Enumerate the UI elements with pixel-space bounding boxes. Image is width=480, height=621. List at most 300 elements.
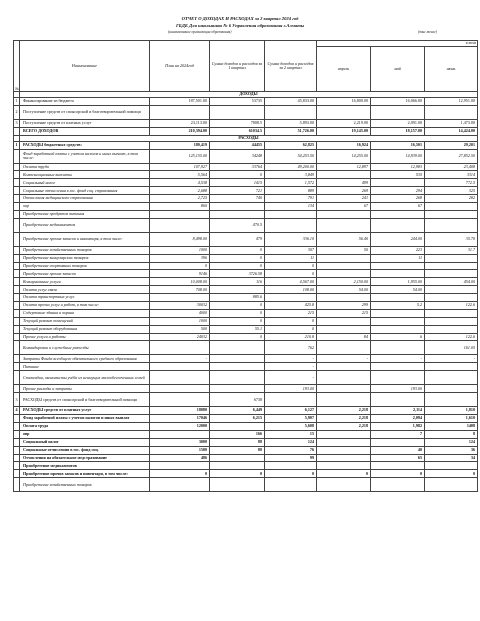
row-plan — [150, 462, 210, 470]
row-q1 — [210, 105, 265, 119]
row-name: Содержание здания и охрана — [20, 309, 150, 317]
row-q1: 1415 — [210, 179, 265, 187]
row-plan: 0 — [150, 262, 210, 270]
row-may: 12,983 — [371, 163, 425, 171]
row-june: 3314 — [425, 171, 478, 179]
row-may: - — [371, 355, 425, 363]
row-may — [371, 105, 425, 119]
row-name: Прочие услуги и работы — [20, 333, 150, 341]
row-june — [425, 371, 478, 385]
table-row — [14, 294, 478, 302]
row-may: 2,094 — [371, 415, 425, 423]
row-name: Приобретение канцелярских товаров — [20, 254, 150, 262]
row-june — [425, 286, 478, 294]
table-row — [14, 171, 478, 179]
col-may-header: май — [371, 47, 425, 92]
row-april: 2,218 — [317, 415, 371, 423]
row-q1 — [210, 203, 265, 211]
table-row — [14, 286, 478, 294]
row-may — [371, 179, 425, 187]
row-may — [371, 218, 425, 232]
table-row — [14, 317, 478, 325]
row-q2: 15 — [265, 430, 317, 438]
row-q2: 134 — [265, 203, 317, 211]
col-q1-header: Сумма доходов и расходов за 1 квартал — [210, 41, 265, 92]
row-april: 2,219.00 — [317, 119, 371, 127]
row-april — [317, 385, 371, 393]
row-may — [371, 294, 425, 302]
row-q1: 740 — [210, 195, 265, 203]
row-q2 — [265, 393, 317, 407]
row-q1 — [210, 462, 265, 470]
row-q2: 62,825 — [265, 141, 317, 149]
row-june: 35.70 — [425, 232, 478, 246]
row-june: 325 — [425, 187, 478, 195]
row-june — [425, 210, 478, 218]
table-row — [14, 218, 478, 232]
row-name: Оплата транспортных услуг — [20, 294, 150, 302]
row-name: Приобретение спортивных товаров — [20, 262, 150, 270]
row-name: Приобретение прочих запасов и инвентаря, в том числе: — [20, 232, 150, 246]
row-june — [425, 309, 478, 317]
row-may — [371, 478, 425, 492]
row-may — [371, 371, 425, 385]
row-may: 54.00 — [371, 286, 425, 294]
row-q2: 76 — [265, 446, 317, 454]
organization-caption: (наименование организации образования) — [168, 30, 232, 34]
row-april: 269 — [317, 187, 371, 195]
row-q2: 0 — [265, 325, 317, 333]
table-row — [14, 163, 478, 171]
row-plan: 107,927 — [150, 163, 210, 171]
row-may: 535 — [371, 171, 425, 179]
table-row — [14, 454, 478, 462]
row-april: 67 — [317, 203, 371, 211]
row-q2: 5,907 — [265, 415, 317, 423]
row-april: 2,218 — [317, 407, 371, 415]
row-plan — [150, 210, 210, 218]
row-may — [371, 210, 425, 218]
row-may: 11 — [371, 254, 425, 262]
table-row — [14, 355, 478, 363]
row-june: - — [425, 355, 478, 363]
row-q1: 3726.58 — [210, 270, 265, 278]
row-june — [425, 325, 478, 333]
row-q1 — [210, 341, 265, 355]
row-april — [317, 363, 371, 371]
row-may — [371, 325, 425, 333]
row-plan: 486 — [150, 454, 210, 462]
row-q2: 762 — [265, 341, 317, 355]
row-plan: 708.00 — [150, 286, 210, 294]
row-may: 244.00 — [371, 232, 425, 246]
table-row — [14, 187, 478, 195]
row-name: Приобретение медикаментов — [20, 462, 150, 470]
row-may: 67 — [371, 203, 425, 211]
row-april — [317, 262, 371, 270]
table-row — [14, 278, 478, 286]
table-row — [14, 393, 478, 407]
row-q1: 0 — [210, 254, 265, 262]
row-april: 2,150.00 — [317, 278, 371, 286]
table-row — [14, 141, 478, 149]
table-row — [14, 363, 478, 371]
row-april — [317, 446, 371, 454]
row-may: 18,157.00 — [371, 127, 425, 135]
row-q2: - — [265, 371, 317, 385]
row-april — [317, 478, 371, 492]
row-may: 16,066.00 — [371, 98, 425, 106]
row-june — [425, 462, 478, 470]
row-plan: 30032 — [150, 302, 210, 310]
table-row — [14, 415, 478, 423]
col-plan-header: План на 2024год — [150, 41, 210, 92]
row-q2: 124 — [265, 438, 317, 446]
row-april — [317, 393, 371, 407]
row-may — [371, 270, 425, 278]
table-row — [14, 385, 478, 393]
row-may: 6 — [371, 333, 425, 341]
row-q1: 116 — [210, 278, 265, 286]
row-q2 — [265, 218, 317, 232]
row-name: Финансирование из бюджета — [20, 98, 150, 106]
row-june: 772.5 — [425, 179, 478, 187]
report-table — [13, 40, 478, 492]
row-num: 3 — [14, 119, 20, 127]
row-q2: 0 — [265, 262, 317, 270]
row-num: 4 — [14, 407, 20, 415]
row-may — [371, 462, 425, 470]
row-num: 2 — [14, 105, 20, 119]
row-plan: 8,498.00 — [150, 232, 210, 246]
row-plan — [150, 105, 210, 119]
table-row — [14, 203, 478, 211]
row-q2 — [265, 478, 317, 492]
row-q1: 0 — [210, 333, 265, 341]
row-may — [371, 438, 425, 446]
row-may: 40 — [371, 446, 425, 454]
table-row — [14, 262, 478, 270]
row-april: 241 — [317, 195, 371, 203]
row-april — [317, 294, 371, 302]
row-may: 2,114 — [371, 407, 425, 415]
row-plan — [150, 430, 210, 438]
row-april — [317, 430, 371, 438]
row-q1: 80 — [210, 446, 265, 454]
row-name: овр — [20, 430, 150, 438]
row-june: 122.6 — [425, 333, 478, 341]
table-row — [14, 195, 478, 203]
row-april — [317, 210, 371, 218]
row-plan — [150, 294, 210, 302]
row-q1: 0 — [210, 262, 265, 270]
col-num-header: № — [14, 41, 20, 92]
row-may: 5.2 — [371, 302, 425, 310]
row-june: 124 — [425, 438, 478, 446]
row-name: Приобретение хозяйственных товаров — [20, 478, 150, 492]
row-may — [371, 393, 425, 407]
row-q2: 791 — [265, 195, 317, 203]
row-q1: 470.5 — [210, 218, 265, 232]
col-name-header: Наименование — [20, 41, 150, 92]
row-q2 — [265, 462, 317, 470]
row-plan: 187,501.00 — [150, 98, 210, 106]
row-q2: 210.8 — [265, 333, 317, 341]
row-q2: 307 — [265, 246, 317, 254]
table-row — [14, 438, 478, 446]
row-plan: 500 — [150, 325, 210, 333]
row-q1: 44455 — [210, 141, 265, 149]
row-april: 50 — [317, 246, 371, 254]
row-plan — [150, 371, 210, 385]
row-plan — [150, 385, 210, 393]
row-april — [317, 317, 371, 325]
row-june: 29,201 — [425, 141, 478, 149]
table-row — [14, 179, 478, 187]
row-name: Отчисления медицинского страхования — [20, 195, 150, 203]
row-name: Социальные отчисления в гос. фонд соц. страхования — [20, 187, 150, 195]
row-april: 499 — [317, 179, 371, 187]
row-q2: 5,608 — [265, 422, 317, 430]
row-q1: 166 — [210, 430, 265, 438]
row-name: Приобретение прочих запасов и инвентаря, в том числе: — [20, 470, 150, 478]
row-q2 — [265, 210, 317, 218]
row-plan: 12000 — [150, 422, 210, 430]
row-may: 14,939.00 — [371, 149, 425, 163]
table-row — [14, 246, 478, 254]
row-name: Затраты Фонда всеобщего обязательного среднего образования — [20, 355, 150, 363]
row-may: 65 — [371, 454, 425, 462]
row-name: ВСЕГО ДОХОДОВ — [20, 127, 150, 135]
row-q1: 55.1 — [210, 325, 265, 333]
row-q1: 0 — [210, 470, 265, 478]
row-april: 56.40 — [317, 232, 371, 246]
row-june: 36 — [425, 446, 478, 454]
row-q2: 0 — [265, 317, 317, 325]
row-q1: 0 — [210, 302, 265, 310]
row-q2: - — [265, 355, 317, 363]
row-name: Фонд заработной платы с учетом налогов и иных выплат, в том числе: — [20, 149, 150, 163]
row-name: Социальный налог — [20, 179, 150, 187]
row-name: Поступление средств от платных услуг — [20, 119, 150, 127]
row-may: 7 — [371, 430, 425, 438]
row-june — [425, 385, 478, 393]
row-june — [425, 294, 478, 302]
row-may: 193.00 — [371, 385, 425, 393]
row-plan: 10,008.00 — [150, 278, 210, 286]
row-june: 23,408 — [425, 163, 478, 171]
row-q1: 88 — [210, 438, 265, 446]
row-june: 1408 — [425, 422, 478, 430]
row-q2: 215 — [265, 309, 317, 317]
table-row — [14, 470, 478, 478]
row-june: 31.7 — [425, 246, 478, 254]
row-name: Приобретение медикаментов — [20, 218, 150, 232]
row-q2: 6,127 — [265, 407, 317, 415]
row-may — [371, 317, 425, 325]
row-name: Оплата труда — [20, 163, 150, 171]
row-num: 1 — [14, 98, 20, 106]
row-plan: 17046 — [150, 415, 210, 423]
row-plan: 4,538 — [150, 179, 210, 187]
row-q1 — [210, 371, 265, 385]
row-april: - — [317, 355, 371, 363]
table-row — [14, 127, 478, 135]
row-name: Приобретение прочих запасов — [20, 270, 150, 278]
row-q1: 6,449 — [210, 407, 265, 415]
row-plan: 860 — [150, 203, 210, 211]
row-name: Фонд заработной платы с учетом налогов и иных выплат — [20, 415, 150, 423]
table-row — [14, 232, 478, 246]
row-name: РАСХОДЫ средств от спонсорской и благотворительной помощи — [20, 393, 150, 407]
row-name: Стипендии, экономисты учёба из неимущих малообеспеченных семей — [20, 371, 150, 385]
row-q1: 0 — [210, 309, 265, 317]
row-q1: 34248 — [210, 149, 265, 163]
row-name: Текущий ремонт оборудования — [20, 325, 150, 333]
row-may: 1,982 — [371, 422, 425, 430]
row-q2: 49,200.00 — [265, 163, 317, 171]
row-june: 12,951.00 — [425, 98, 478, 106]
row-may — [371, 309, 425, 317]
row-june: 161.05 — [425, 341, 478, 355]
row-april: 16,800.00 — [317, 98, 371, 106]
row-april: 12,897 — [317, 163, 371, 171]
row-q2: 425.8 — [265, 302, 317, 310]
col-months-group-header: в том — [317, 41, 478, 47]
row-q1: 885.6 — [210, 294, 265, 302]
row-name: Компенсационные выплаты — [20, 171, 150, 179]
row-q2: - — [265, 363, 317, 371]
row-plan — [150, 218, 210, 232]
row-april — [317, 105, 371, 119]
row-num: 3 — [14, 393, 20, 407]
row-name: Питание — [20, 363, 150, 371]
table-row — [14, 302, 478, 310]
table-row — [14, 325, 478, 333]
row-plan: 125,155.00 — [150, 149, 210, 163]
row-plan: 1000 — [150, 246, 210, 254]
table-row — [14, 430, 478, 438]
row-q2: 54,253.50 — [265, 149, 317, 163]
row-april — [317, 270, 371, 278]
row-april — [317, 325, 371, 333]
row-name: Оплата прочих услуг и работ, в том числе: — [20, 302, 150, 310]
row-june — [425, 105, 478, 119]
row-april: 299 — [317, 302, 371, 310]
row-plan: 18080 — [150, 407, 210, 415]
row-plan — [150, 393, 210, 407]
row-april — [317, 462, 371, 470]
row-q2: 193.00 — [265, 385, 317, 393]
row-may: 1,955.00 — [371, 278, 425, 286]
row-june: 8 — [425, 430, 478, 438]
row-name: Приобретение продуктов питания — [20, 210, 150, 218]
row-q2: 1,572 — [265, 179, 317, 187]
row-plan: 210,394.00 — [150, 127, 210, 135]
table-row — [14, 210, 478, 218]
row-may — [371, 341, 425, 355]
row-q1: 33764 — [210, 163, 265, 171]
row-june: 1,610 — [425, 415, 478, 423]
row-plan: 180,419 — [150, 141, 210, 149]
table-row — [14, 407, 478, 415]
row-q1 — [210, 286, 265, 294]
row-q2: 889 — [265, 187, 317, 195]
row-june — [425, 478, 478, 492]
row-q2: 5,893.00 — [265, 119, 317, 127]
section-title: РАСХОДЫ — [20, 135, 478, 141]
row-april — [317, 371, 371, 385]
row-june — [425, 254, 478, 262]
row-q2: 11 — [265, 254, 317, 262]
row-num: 1 — [14, 141, 20, 149]
row-q1: 0 — [210, 317, 265, 325]
row-june — [425, 393, 478, 407]
row-q1: 6,215 — [210, 415, 265, 423]
row-june — [425, 218, 478, 232]
row-name: Социальный налог — [20, 438, 150, 446]
row-q1 — [210, 478, 265, 492]
row-name: Текущий ремонт помещений — [20, 317, 150, 325]
row-q2: 99 — [265, 454, 317, 462]
row-april: 19,145.00 — [317, 127, 371, 135]
row-april: 54.00 — [317, 286, 371, 294]
report-body — [14, 92, 478, 492]
row-q1 — [210, 385, 265, 393]
row-q2: 51,726.00 — [265, 127, 317, 135]
col-june-header: июнь — [425, 47, 478, 92]
row-name: Прочие расходы и затраты — [20, 385, 150, 393]
row-name: Командировки и служебные разъезды — [20, 341, 150, 355]
row-name: РАСХОДЫ средств от платных услуг — [20, 407, 150, 415]
row-q1: 7808.5 — [210, 119, 265, 127]
row-june: 34 — [425, 454, 478, 462]
row-april: 14,255.00 — [317, 149, 371, 163]
row-may — [371, 363, 425, 371]
row-name: Поступление средств от спонсорской и благотворительной помощи — [20, 105, 150, 119]
row-april — [317, 254, 371, 262]
row-june — [425, 363, 478, 371]
row-plan: 3000 — [150, 438, 210, 446]
row-q2: 108.00 — [265, 286, 317, 294]
row-may — [371, 262, 425, 270]
col-q2-header: Сумма доходов и расходов за 2 квартал — [265, 41, 317, 92]
table-row — [14, 270, 478, 278]
row-q2: 4,567.00 — [265, 278, 317, 286]
row-plan — [150, 341, 210, 355]
row-name: Приобретение хозяйственных товаров — [20, 246, 150, 254]
report-title: ОТЧЕТ О ДОХОДАХ И РАСХОДАХ за 2 квартал 2024 год — [181, 16, 299, 21]
table-row — [14, 478, 478, 492]
row-april — [317, 218, 371, 232]
table-row — [14, 341, 478, 355]
table-row — [14, 105, 478, 119]
row-april — [317, 171, 371, 179]
table-row — [14, 98, 478, 106]
row-q1 — [210, 210, 265, 218]
row-april — [317, 341, 371, 355]
table-row — [14, 446, 478, 454]
row-q2: 45,833.00 — [265, 98, 317, 106]
row-q1: 61034.5 — [210, 127, 265, 135]
row-q2 — [265, 294, 317, 302]
row-name: Социальные отчисления в гос. фонд соц. — [20, 446, 150, 454]
row-q1: 0 — [210, 171, 265, 179]
table-row — [14, 149, 478, 163]
row-q2: 0 — [265, 270, 317, 278]
row-plan: - — [150, 355, 210, 363]
row-april: 0 — [317, 470, 371, 478]
